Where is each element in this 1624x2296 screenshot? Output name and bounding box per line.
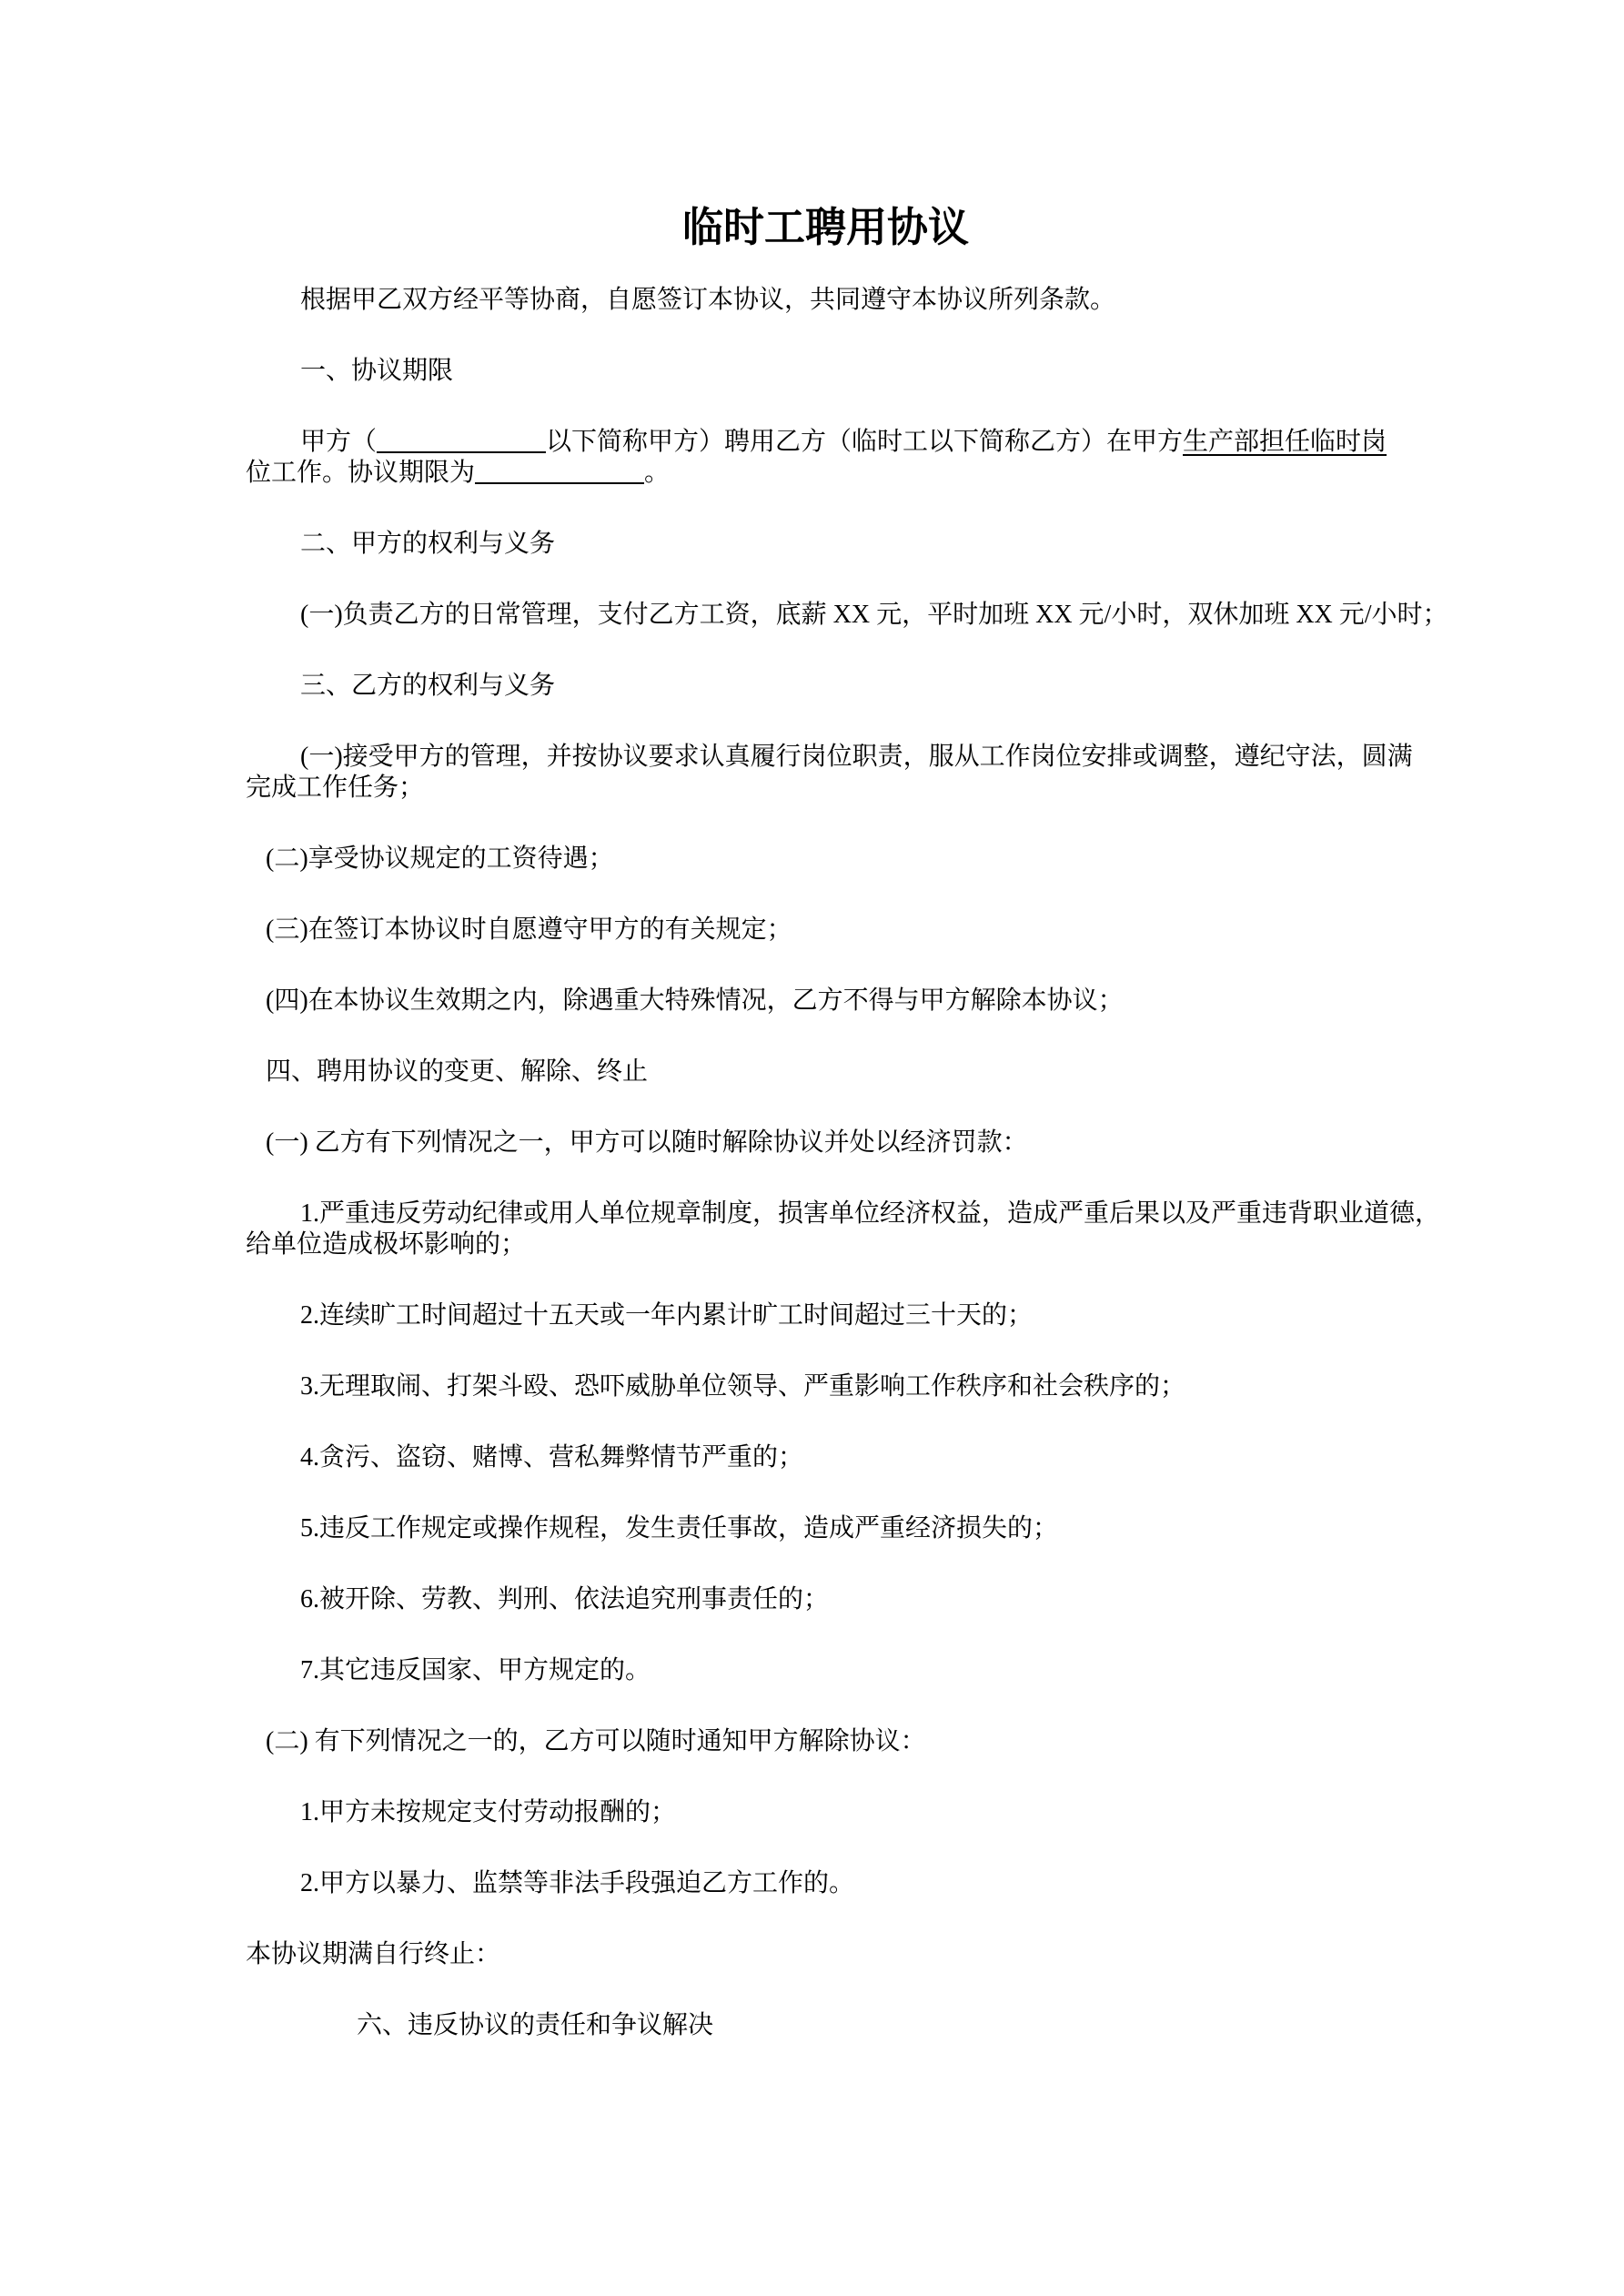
paragraph-item — [246, 1128, 1406, 1158]
paragraph-section-3-heading — [246, 671, 1406, 702]
text-line: 本协议期满自行终止： — [246, 1940, 501, 1968]
party-a-name-blank — [377, 428, 546, 453]
text-line: 三、乙方的权利与义务 — [300, 672, 556, 700]
paragraph-item — [246, 1726, 1406, 1757]
paragraph-item — [246, 1442, 1406, 1473]
paragraph-item — [246, 600, 1448, 631]
paragraph-termination-note — [246, 1939, 1406, 1970]
text-line: (一)接受甲方的管理，并按协议要求认真履行岗位职责，服从工作岗位安排或调整，遵纪守法，圆满 — [300, 743, 1413, 771]
paragraph-item — [246, 1868, 1406, 1899]
paragraph-section-6-heading — [246, 2010, 1406, 2041]
text-line — [246, 427, 1406, 458]
text-line: (三)在签订本协议时自愿遵守甲方的有关规定； — [266, 915, 792, 944]
text-line: 一、协议期限 — [300, 357, 454, 385]
text-line — [246, 458, 1406, 489]
party-a-line2: 位工作。协议期限为 — [246, 459, 476, 487]
paragraph-item — [246, 1513, 1406, 1544]
party-a-middle: 以下简称甲方）聘用乙方（临时工以下简称乙方）在甲方 — [546, 428, 1184, 456]
paragraph-item — [246, 1371, 1406, 1402]
term-blank — [475, 459, 644, 484]
text-line: 3.无理取闹、打架斗殴、恐吓威胁单位领导、严重影响工作秩序和社会秩序的； — [300, 1372, 1186, 1401]
paragraph-item — [246, 915, 1406, 946]
text-line: 四、聘用协议的变更、解除、终止 — [266, 1057, 649, 1086]
paragraph-section-4-heading — [246, 1057, 1406, 1087]
paragraph-item — [246, 986, 1406, 1017]
paragraph-item — [246, 844, 1406, 875]
paragraph-intro — [246, 285, 1406, 316]
text-line: 1.严重违反劳动纪律或用人单位规章制度，损害单位经济权益，造成严重后果以及严重违背职业道德， — [300, 1199, 1441, 1228]
text-line: 根据甲乙双方经平等协商，自愿签订本协议，共同遵守本协议所列条款。 — [300, 286, 1116, 314]
text-line: 5.违反工作规定或操作规程，发生责任事故，造成严重经济损失的； — [300, 1514, 1059, 1542]
text-line: (二)享受协议规定的工资待遇； — [266, 845, 614, 873]
paragraph-item — [246, 1584, 1406, 1615]
text-line: 二、甲方的权利与义务 — [300, 530, 556, 558]
text-line: 4.贪污、盗窃、赌博、营私舞弊情节严重的； — [300, 1443, 804, 1472]
paragraph-section-2-heading — [246, 529, 1406, 560]
text-line: 给单位造成极坏影响的； — [246, 1230, 527, 1259]
text-line: 完成工作任务； — [246, 774, 425, 802]
text-line: 六、违反协议的责任和争议解决 — [357, 2011, 714, 2039]
text-line: 2.连续旷工时间超过十五天或一年内累计旷工时间超过三十天的； — [300, 1301, 1034, 1330]
party-a-prefix: 甲方（ — [300, 428, 378, 456]
paragraph-item — [246, 742, 1413, 804]
text-line: (四)在本协议生效期之内，除遇重大特殊情况，乙方不得与甲方解除本协议； — [266, 986, 1124, 1015]
paragraph-item — [246, 1300, 1406, 1331]
party-a-line2-end: 。 — [644, 459, 671, 487]
paragraph-item — [246, 1655, 1406, 1686]
text-line: 1.甲方未按规定支付劳动报酬的； — [300, 1798, 677, 1826]
text-line: 2.甲方以暴力、监禁等非法手段强迫乙方工作的。 — [300, 1869, 855, 1897]
paragraph-item — [246, 1199, 1441, 1260]
text-line: 7.其它违反国家、甲方规定的。 — [300, 1656, 651, 1684]
paragraph-party-a — [246, 427, 1406, 489]
text-line: (一) 乙方有下列情况之一，甲方可以随时解除协议并处以经济罚款： — [266, 1128, 1028, 1157]
document-title: 临时工聘用协议 — [681, 205, 969, 250]
text-line: 6.被开除、劳教、判刑、依法追究刑事责任的； — [300, 1585, 830, 1613]
underlined-text: 生产部担任临时岗 — [1183, 428, 1387, 456]
paragraph-section-1-heading — [246, 356, 1406, 387]
text-line: (二) 有下列情况之一的，乙方可以随时通知甲方解除协议： — [266, 1727, 926, 1755]
text-line: (一)负责乙方的日常管理，支付乙方工资，底薪 XX 元，平时加班 XX 元/小时，双休加班 XX 元/小时； — [300, 601, 1448, 629]
paragraph-item — [246, 1797, 1406, 1828]
